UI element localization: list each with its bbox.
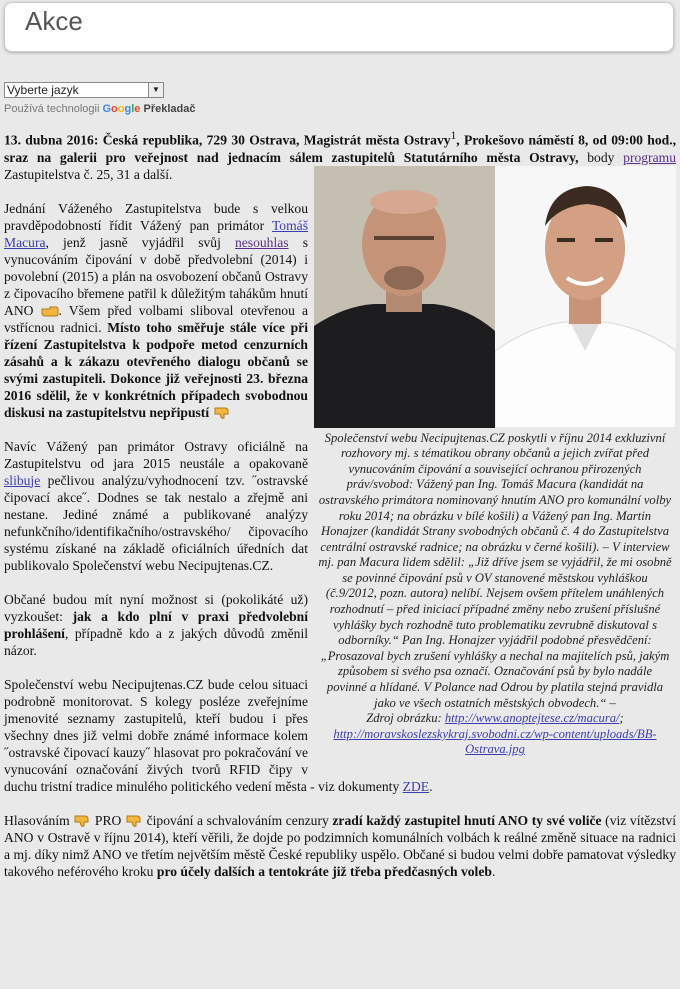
page-title: Akce (25, 6, 83, 36)
program-link[interactable]: programu (623, 149, 676, 165)
intro-text-1: body (587, 149, 624, 165)
page-header (4, 2, 674, 52)
p4-text-2: , případně kdo a z jakých důvodů změnil názor. (4, 625, 308, 658)
pointing-hand-icon (41, 305, 59, 317)
thumbs-down-icon (213, 407, 231, 419)
p2-text-4: . Všem před volbami sliboval otevřenou a vstřícnou radnici. (4, 302, 308, 335)
p4-text-1: Občané budou mít nyní možnost si (pokolikáté už) vyzkoušet: (4, 591, 308, 624)
powered-by-text: Používá technologii (4, 103, 100, 115)
p6-text-4: (viz vítězství ANO v Ostravě v říjnu 2014), kteří věřili, že dojde po podzimních komunálních volbách k reálné změně situace na radnici a mj. díky nimž ANO ve třetím největším městě České republiky uspělo. Občané si budou velmi dobře pamatovat výsledky takového neférového kroku (4, 812, 676, 879)
figure-caption (314, 428, 676, 758)
p5-text-1: Společenství webu Necipujtenas.CZ bude celou situaci podrobně monitorovat. S kolegy posléze zveřejníme jmenovité seznamy zastupitelů, kteří budou i přes všechny dnes již velmi dobře známé informace kolem ˝ostravské čipovací kauzy˝ hlasovat pro pokračování ve vynucování označování živých tvorů RFID čipy v duchu tristní tradice minulého politického vedení města - viz dokumenty (4, 676, 403, 794)
translator-link[interactable]: Překladač (143, 103, 196, 115)
article-body (4, 128, 676, 897)
p6-text-1: Hlasováním (4, 812, 74, 828)
figure (314, 166, 676, 758)
zde-link[interactable]: ZDE (402, 778, 430, 794)
source-link-anoptejtese[interactable]: http://www.anoptejtese.cz/macura/ (444, 711, 620, 726)
p2-text-2: , jenž jasně vyjádřil svůj (45, 234, 235, 250)
p6-text-3: čipování a schvalováním cenzury (142, 812, 333, 828)
p2-text-1: Jednání Váženého Zastupitelstva bude s velkou pravděpodobností řídit Vážený pan primátor (4, 200, 308, 233)
google-logo[interactable]: Google (102, 103, 141, 115)
source-link-svobodni[interactable]: http://moravskoslezskykraj.svobodni.cz/wp-content/uploads/BB-Ostrava.jpg (333, 726, 657, 757)
thumbs-down-icon (125, 815, 143, 827)
p6-bold-1: zradí každý zastupitel hnutí ANO ty své voliče (332, 812, 602, 828)
photo-pair (314, 166, 676, 428)
source-label: Zdroj obrázku: (366, 711, 445, 726)
p3-text-2: pečlivou analýzu/vyhodnocení tzv. ˝ostravské čipovací akce˝. Dodnes se tak nestalo a zřejmě ani nestane. Jediné známé a publikované analýzy nefunkčního/identifikačního/ostravského/ čipovacího systému získané na základě oficiálních úředních dat publikovalo Společenství webu Necipujtenas.CZ. (4, 472, 308, 573)
p6-bold-2: pro účely dalších a tentokráte již třeba předčasných voleb (156, 863, 492, 879)
photo-honajzer (314, 166, 495, 428)
p6-text-2: PRO (91, 812, 125, 828)
paragraph-hlasovani (4, 812, 676, 880)
intro-bold-1: 13. dubna 2016: Česká republika, 729 30 Ostrava, Magistrát města Ostravy (4, 132, 451, 148)
nesouhlas-link[interactable]: nesouhlas (234, 234, 289, 250)
footnote-marker[interactable]: 1 (450, 130, 457, 142)
p6-text-5: . (491, 863, 496, 879)
intro-bold-2: , Prokešovo náměstí 8, od 09:00 hod., sraz na galerii pro veřejnost nad jednacím sálem zastupitelů Statutárního města Ostravy, (4, 132, 676, 165)
p2-bold: Místo toho směřuje stále více při řízení Zastupitelstva k podpoře metod cenzurních zásahů a k zákazu otevřeného dialogu občanů se svými zastupiteli. Dokonce již veřejnosti 23. března 2016 sdělil, že v konkrétních případech svobodnou diskusi na zastupitelstvu nepřipustí (4, 319, 308, 420)
google-translate-attribution (4, 101, 195, 118)
caption-text: Společenství webu Necipujtenas.CZ poskytli v říjnu 2014 exkluzivní rozhovory mj. s tématikou obrany občanů a jejich zvířat před vynucováním čipování a související ochranou přirozených práv/svobod: Vážený pan Ing. Tomáš Macura (kandidát na ostravského primátora nominovaný hnutím ANO pro komunální volby roku 2014; na obrázku v bílé košili) a Vážený pan Ing. Martin Honajzer (kandidát Strany svobodných občanů č. 4 do Zastupitelstva centrální ostravské radnice; na obrázku v černé košili). – V interview mj. pan Macura lidem sdělil: „Již dříve jsem se vyjádřil, že mi osobně se povinné čipování psů v OV stanovené městskou vyhláškou (č.9/2012, pozn. autora) nelíbí. Nejsem ovšem přítelem unáhlených rozhodnutí – před iniciací případné změny nebo zrušení příslušné vyhlášky bych rozhodně tuto problematiku zevrubně diskutoval s odborníky.“ Pan Ing. Honajzer vyjádřil podobné přesvědčení: „Prosazoval bych zrušení vyhlášky a nechal na majitelích psů, jakým způsobem si svého psa označí. Označování psů by bylo nadále povinné a hlídané. V Polance nad Odrou by platila stejná pravidla jako ve všech ostatních městských obvodech.“ – (318, 430, 672, 710)
p4-bold: jak a kdo plní v praxi předvolební prohlášení (4, 608, 309, 641)
source-separator: ; (619, 711, 624, 726)
macura-link[interactable]: Tomáš Macura (4, 217, 308, 250)
language-select-value: Vyberte jazyk (7, 83, 79, 97)
p5-text-2: . (429, 778, 433, 794)
p2-text-3: s vynucováním čipování v době předvolební (2014) i povolební (2015) a plán na osvobození občanů Ostravy z čipovacího břemene patřil k důležitým tahákům hnutí ANO (4, 234, 308, 318)
thumbs-down-icon (73, 815, 91, 827)
chevron-down-icon[interactable]: ▼ (148, 83, 163, 97)
slibuje-link[interactable]: slibuje (4, 472, 41, 488)
photo-macura (495, 166, 676, 428)
p3-text-1: Navíc Vážený pan primátor Ostravy oficiálně na Zastupitelstvu od jara 2015 neustále a opakovaně (4, 438, 308, 471)
intro-text-2: Zastupitelstva č. 25, 31 a další. (4, 166, 173, 182)
language-select[interactable] (4, 82, 164, 98)
